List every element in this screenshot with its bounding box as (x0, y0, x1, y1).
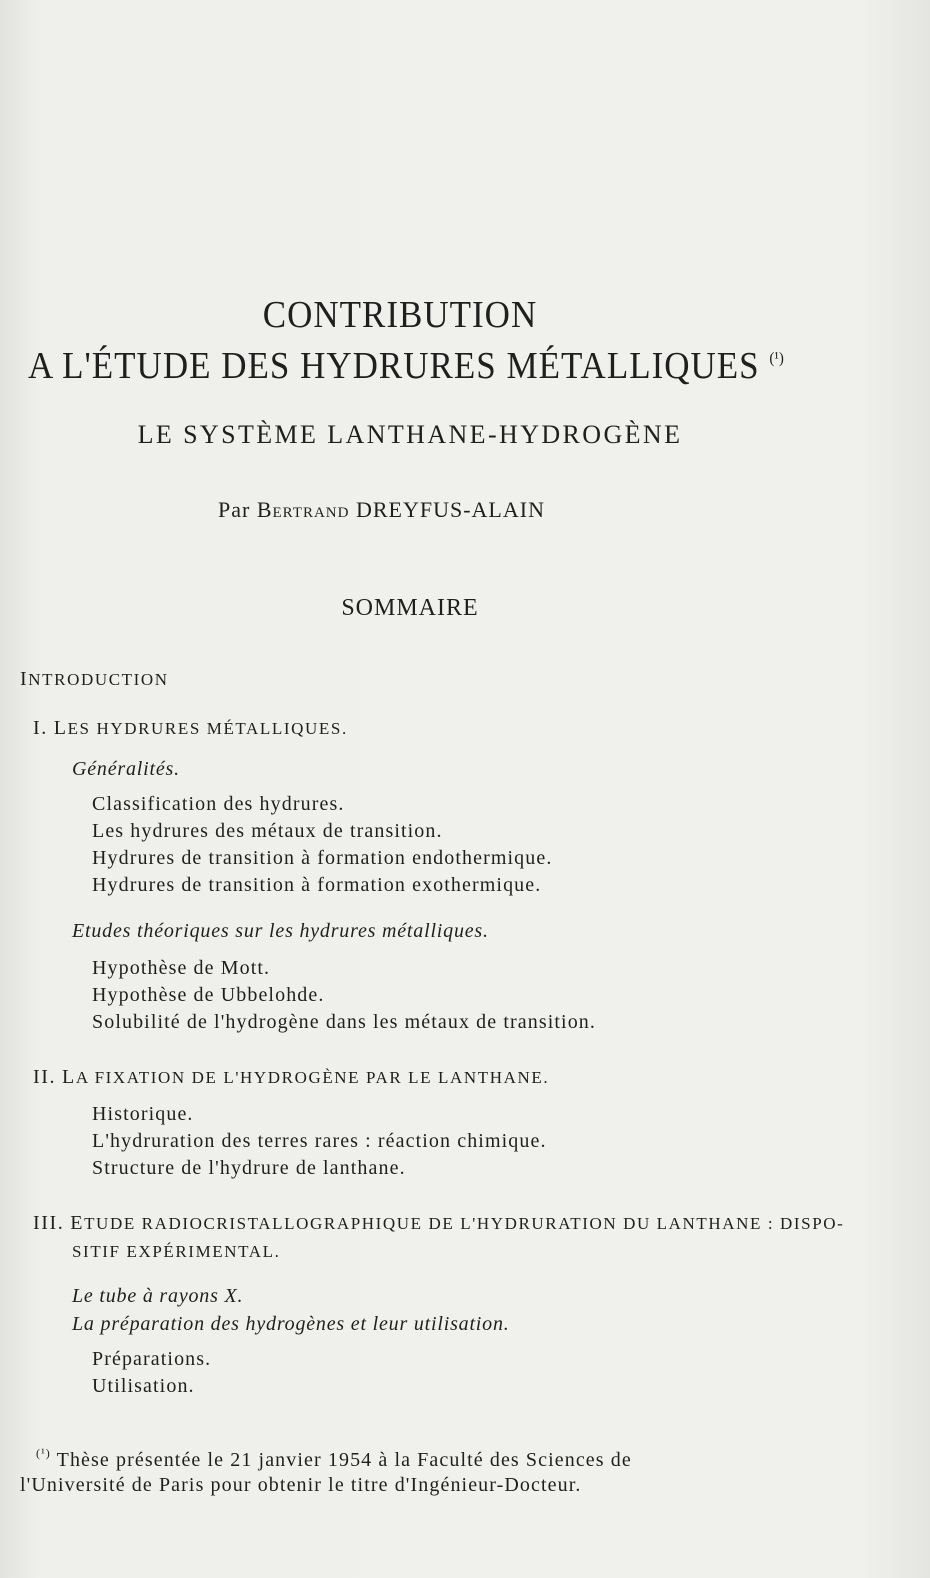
toc-part-1-rest: ES HYDRURES MÉTALLIQUES. (67, 719, 348, 738)
toc-part-3-number: III. (33, 1212, 65, 1234)
toc-part-1-number: I. (33, 717, 48, 739)
toc-part-2-initial: L (61, 1066, 76, 1088)
title-line-2 (28, 344, 784, 387)
title-line-3: LE SYSTÈME LANTHANE-HYDROGÈNE (137, 420, 683, 449)
toc-part-3-rest-line-1: TUDE RADIOCRISTALLOGRAPHIQUE DE L'HYDRURATION DU LANTHANE : DISPO- (84, 1214, 845, 1233)
toc-item: Structure de l'hydrure de lanthane. (92, 1157, 406, 1179)
toc-item: Préparations. (92, 1348, 212, 1370)
footnote-line-1 (36, 1446, 632, 1472)
title-footnote-mark: (¹) (769, 349, 784, 368)
toc-item: Hydrures de transition à formation endothermique. (92, 847, 553, 869)
toc-part-2-number: II. (33, 1066, 57, 1088)
sommaire-heading: SOMMAIRE (341, 595, 479, 621)
toc-item: Hydrures de transition à formation exothermique. (92, 874, 542, 896)
toc-part-1-sub-1-title: Généralités. (72, 758, 180, 780)
toc-introduction (20, 668, 169, 691)
toc-part-1-sub-2-title: Etudes théoriques sur les hydrures métalliques. (72, 920, 489, 942)
toc-introduction-initial: I (20, 668, 29, 690)
toc-item: Classification des hydrures. (92, 793, 345, 815)
toc-item: Utilisation. (92, 1375, 195, 1397)
title-line-1: CONTRIBUTION (262, 293, 538, 336)
footnote-mark: (¹) (36, 1446, 51, 1460)
footnote-line-2: l'Université de Paris pour obtenir le titre d'Ingénieur-Docteur. (20, 1474, 582, 1496)
toc-item: L'hydruration des terres rares : réaction chimique. (92, 1130, 547, 1152)
toc-part-1-heading (33, 717, 348, 740)
toc-part-1-initial: L (53, 717, 68, 739)
byline-surname: DREYFUS-ALAIN (355, 497, 545, 522)
toc-part-2-heading (33, 1066, 549, 1089)
toc-item: Les hydrures des métaux de transition. (92, 820, 443, 842)
footnote-line-1-text: Thèse présentée le 21 janvier 1954 à la Faculté des Sciences de (56, 1449, 632, 1471)
toc-part-3-sub-title: La préparation des hydrogènes et leur utilisation. (72, 1313, 510, 1335)
toc-part-3-rest-line-2: SITIF EXPÉRIMENTAL. (72, 1242, 281, 1261)
toc-introduction-rest: NTRODUCTION (28, 670, 169, 689)
title-line-2-text: A L'ÉTUDE DES HYDRURES MÉTALLIQUES (28, 344, 760, 387)
toc-part-3-heading (33, 1212, 844, 1235)
toc-part-3-initial: E (70, 1212, 85, 1234)
toc-part-2-rest: A FIXATION DE L'HYDROGÈNE PAR LE LANTHANE. (75, 1068, 550, 1087)
toc-item: Hypothèse de Ubbelohde. (92, 984, 325, 1006)
toc-part-3-sub-title: Le tube à rayons X. (72, 1285, 244, 1307)
byline-first-rest: ERTRAND (272, 505, 350, 521)
toc-item: Historique. (92, 1103, 194, 1125)
toc-item: Solubilité de l'hydrogène dans les métaux de transition. (92, 1011, 597, 1033)
byline-par: Par (218, 497, 251, 522)
byline-first-initial: B (256, 497, 273, 522)
author-byline (218, 497, 545, 523)
toc-item: Hypothèse de Mott. (92, 957, 271, 979)
